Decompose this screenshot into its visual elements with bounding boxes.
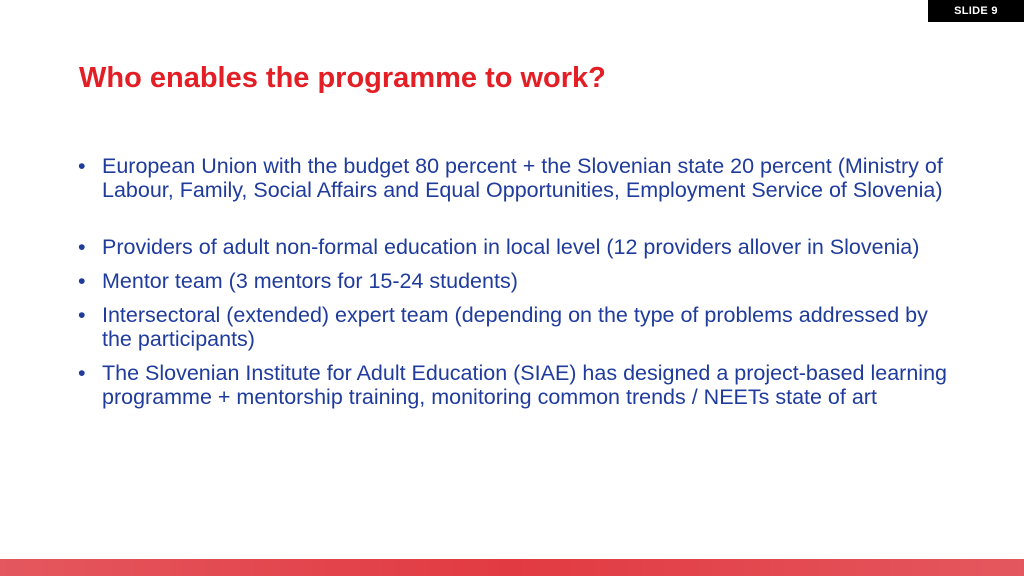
bullet-item-siae	[78, 361, 958, 409]
bullet-text: Providers of adult non-formal education in local level (12 providers allover in Slovenia)	[102, 235, 920, 259]
slide-title: Who enables the programme to work?	[79, 62, 606, 94]
bullet-text: European Union with the budget 80 percent + the Slovenian state 20 percent (Ministry of Labour, Family, Social Affairs and Equal Opportunities, Employment Service of Slovenia)	[102, 154, 943, 202]
bullet-item-providers	[78, 235, 958, 259]
bullet-item-expert-team	[78, 303, 958, 351]
bullet-text: Intersectoral (extended) expert team (depending on the type of problems addressed by the participants)	[102, 303, 928, 351]
bullet-icon: •	[78, 269, 86, 293]
bullet-icon: •	[78, 303, 86, 327]
bullet-text: The Slovenian Institute for Adult Education (SIAE) has designed a project-based learning programme + mentorship training, monitoring common trends / NEETs state of art	[102, 361, 947, 409]
slide-number-badge: SLIDE 9	[928, 0, 1024, 22]
bullet-list	[78, 154, 958, 419]
bullet-icon: •	[78, 235, 86, 259]
bottom-accent-bar	[0, 559, 1024, 576]
bullet-icon: •	[78, 154, 86, 178]
bullet-text: Mentor team (3 mentors for 15-24 students)	[102, 269, 518, 293]
bullet-item-funding	[78, 154, 958, 202]
bullet-icon: •	[78, 361, 86, 385]
bullet-item-mentor-team	[78, 269, 958, 293]
